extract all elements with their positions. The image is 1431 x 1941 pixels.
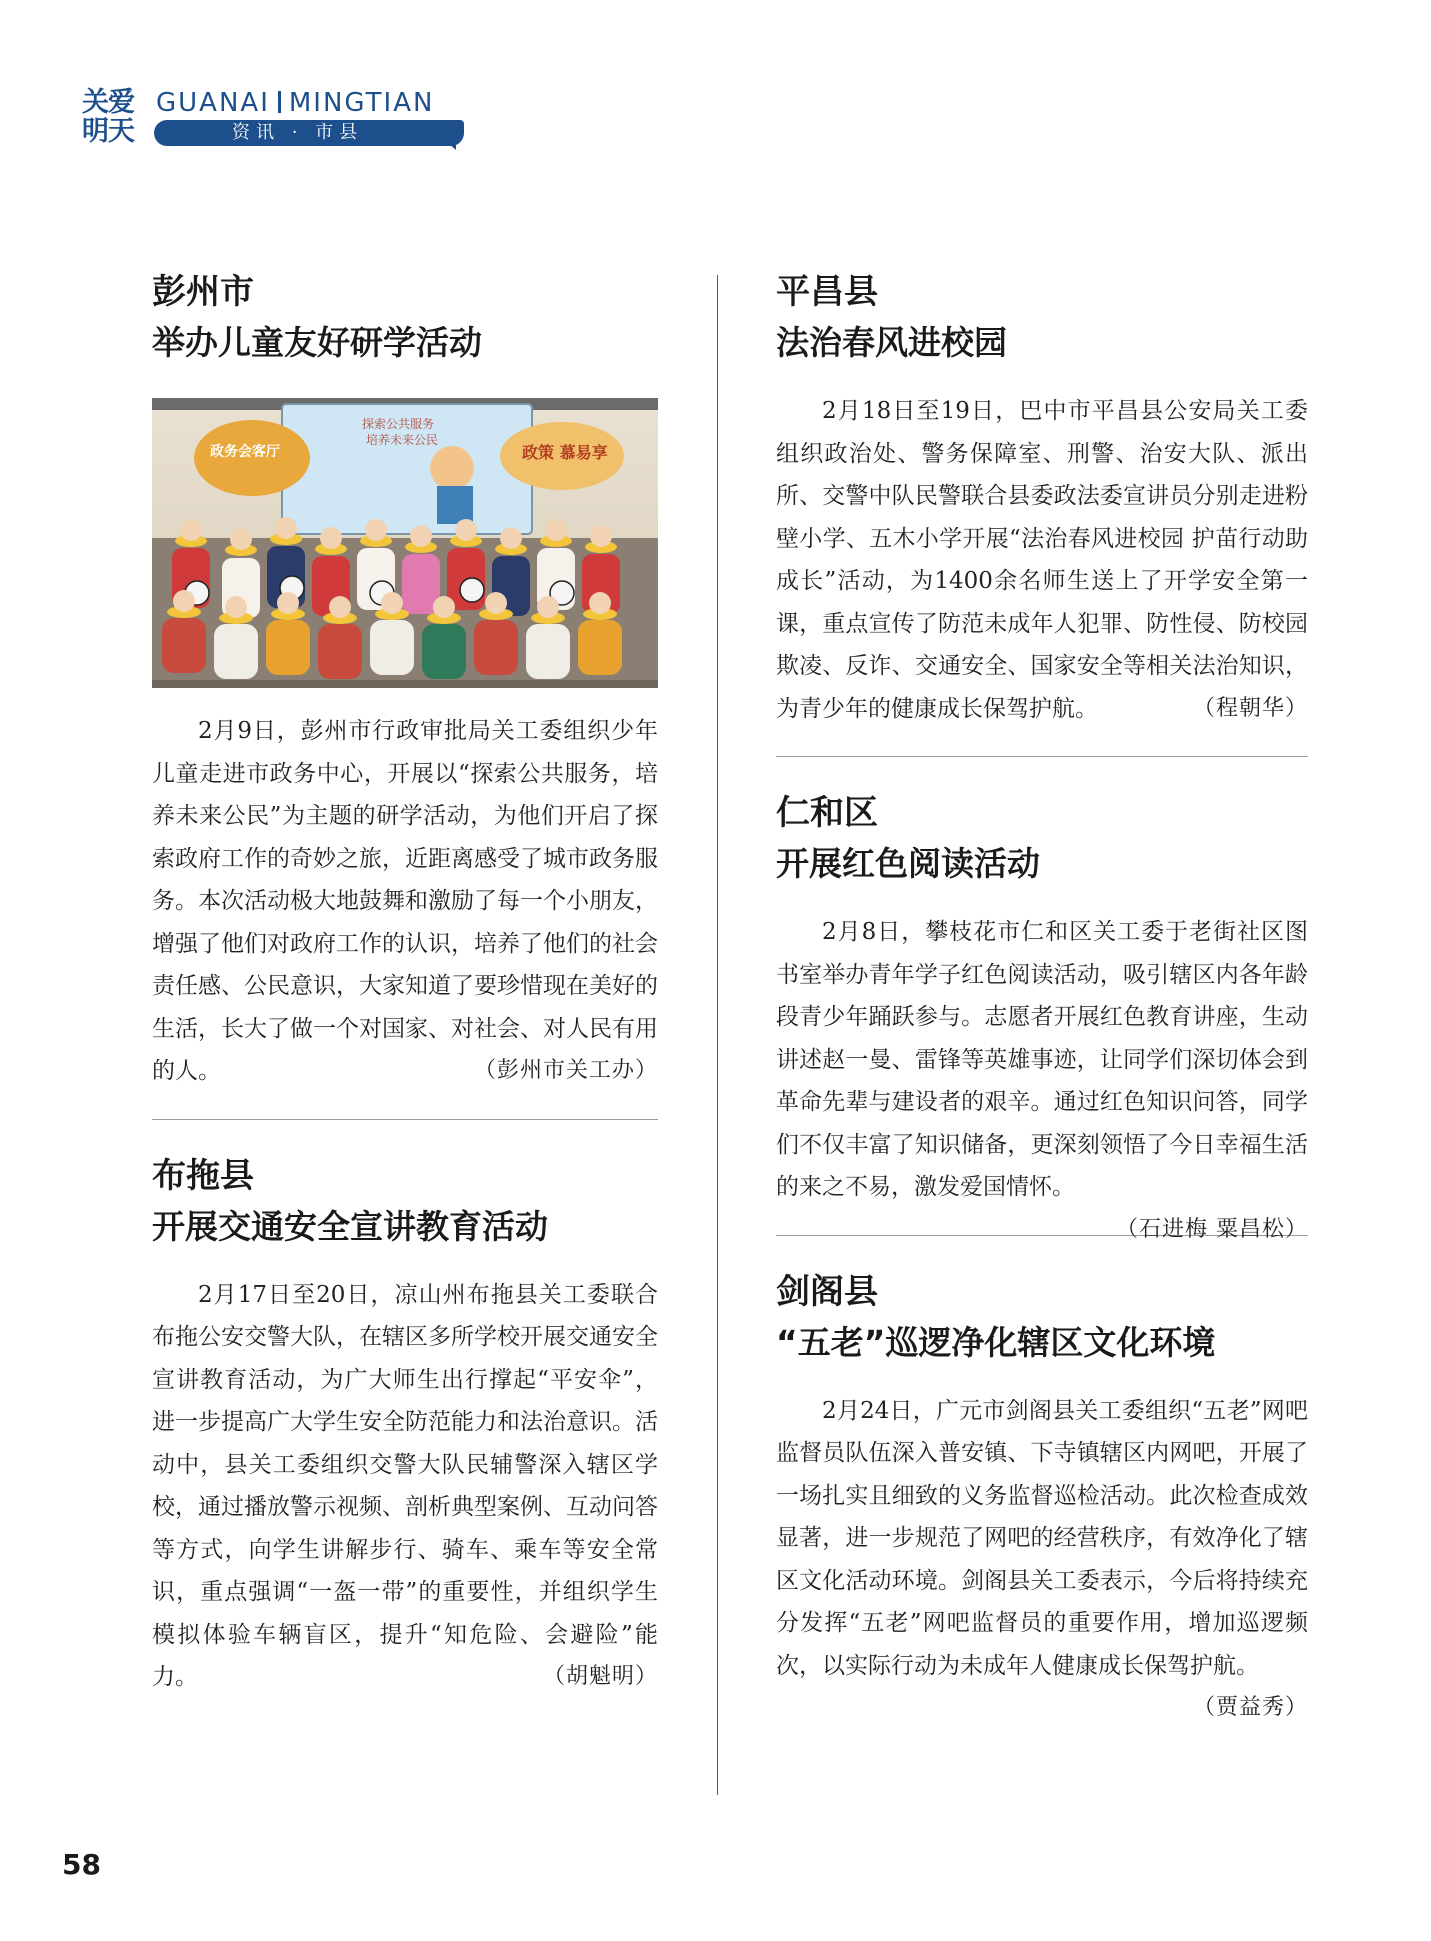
logo-english-right: MINGTIAN	[288, 88, 435, 118]
section-label: 资讯 · 市县	[232, 122, 364, 143]
article-body-text: 2月24日，广元市剑阁县关工委组织“五老”网吧监督员队伍深入普安镇、下寺镇辖区内网吧，开展了一场扎实且细致的义务监督巡检活动。此次检查成效显著，进一步规范了网吧的经营秩序，有效净化了辖区文化活动环境。剑阁县关工委表示，今后将持续充分发挥“五老”网吧监督员的重要作用，增加巡逻频次，以实际行动为未成年人健康成长保驾护航。	[776, 1397, 1308, 1679]
article-separator	[152, 1119, 658, 1120]
article-body-text: 2月8日，攀枝花市仁和区关工委于老街社区图书室举办青年学子红色阅读活动，吸引辖区内各年龄段青少年踊跃参与。志愿者开展红色教育讲座，生动讲述赵一曼、雷锋等英雄事迹，让同学们深切体会到革命先辈与建设者的艰辛。通过红色知识问答，同学们不仅丰富了知识储备，更深刻领悟了今日幸福生活的来之不易，激发爱国情怀。	[776, 919, 1308, 1200]
article-body	[152, 1274, 658, 1699]
article-region: 平昌县	[776, 272, 878, 312]
page-number: 58	[62, 1848, 101, 1881]
wall-sign-left: 政务会客厅	[210, 444, 280, 460]
article-body-text: 2月18日至19日，巴中市平昌县公安局关工委组织政治处、警务保障室、刑警、治安大队、派出所、交警中队民警联合县委政法委宣讲员分别走进粉壁小学、五木小学开展“法治春风进校园 护苗行动助成长”活动，为1400余名师生送上了开学安全第一课，重点宣传了防范未成年人犯罪、防性侵、防校园欺凌、反诈、交通安全、国家安全等相关法治知识，为青少年的健康成长保驾护航。	[776, 398, 1308, 722]
article-title: 开展交通安全宣讲教育活动	[152, 1206, 548, 1246]
article-title: 举办儿童友好研学活动	[152, 323, 482, 362]
right-column	[776, 270, 1308, 1730]
section-pill-tail	[442, 138, 456, 150]
article-body-text: 2月9日，彭州市行政审批局关工委组织少年儿童走进市政务中心，开展以“探索公共服务，培养未来公民”为主题的研学活动，为他们开启了探索政府工作的奇妙之旅，近距离感受了城市政务服务。本次活动极大地鼓舞和激励了每一个小朋友，增强了他们对政府工作的认识，培养了他们的社会责任感、公民意识，大家知道了要珍惜现在美好的生活，长大了做一个对国家、对社会、对人民有用的人。	[152, 718, 658, 1084]
article-region: 剑阁县	[776, 1271, 878, 1312]
article-renhe	[776, 791, 1308, 1242]
logo-chinese: 关爱明天	[82, 87, 134, 147]
article-butuo	[152, 1154, 658, 1699]
article-author: （程朝华）	[1192, 695, 1308, 721]
article-body	[152, 710, 658, 1093]
article-body	[776, 911, 1308, 1242]
article-region: 仁和区	[776, 793, 878, 833]
article-author: （彭州市关工办）	[473, 1058, 658, 1083]
article-body	[776, 390, 1308, 730]
article-body-text: 2月17日至20日，凉山州布拖县关工委联合布拖公安交警大队，在辖区多所学校开展交通安全宣讲教育活动，为广大师生出行撑起“平安伞”，进一步提高广大学生安全防范能力和法治意识。活动中，县关工委组织交警大队民辅警深入辖区学校，通过播放警示视频、剖析典型案例、互动问答等方式，向学生讲解步行、骑车、乘车等安全常识，重点强调“一盔一带”的重要性，并组织学生模拟体验车辆盲区，提升“知危险、会避险”能力。	[152, 1281, 658, 1690]
logo-english	[156, 88, 434, 118]
article-jiange	[776, 1270, 1308, 1720]
logo-english-left: GUANAI	[156, 88, 270, 118]
wall-sign-right: 政策 慕易享	[522, 443, 608, 462]
article-author: （贾益秀）	[1192, 1695, 1308, 1720]
logo-bar	[278, 91, 281, 113]
article-region: 彭州市	[152, 272, 254, 312]
screen-text-2: 培养未来公民	[366, 433, 439, 447]
article-pengzhou	[152, 270, 658, 1093]
article-title: “五老”巡逻净化辖区文化环境	[776, 1322, 1216, 1362]
article-separator	[776, 756, 1308, 757]
article-author: （石进梅 粟昌松）	[1116, 1216, 1308, 1242]
column-divider	[717, 275, 718, 1795]
screen-text-1: 探索公共服务	[362, 417, 435, 431]
article-author: （胡魁明）	[542, 1664, 658, 1689]
article-pingchang	[776, 270, 1308, 730]
article-title: 开展红色阅读活动	[776, 844, 1040, 883]
article-region: 布拖县	[152, 1155, 254, 1196]
article-title: 法治春风进校园	[776, 323, 1007, 362]
article-body	[776, 1390, 1308, 1720]
event-photo	[152, 398, 658, 688]
left-column	[152, 270, 658, 1699]
